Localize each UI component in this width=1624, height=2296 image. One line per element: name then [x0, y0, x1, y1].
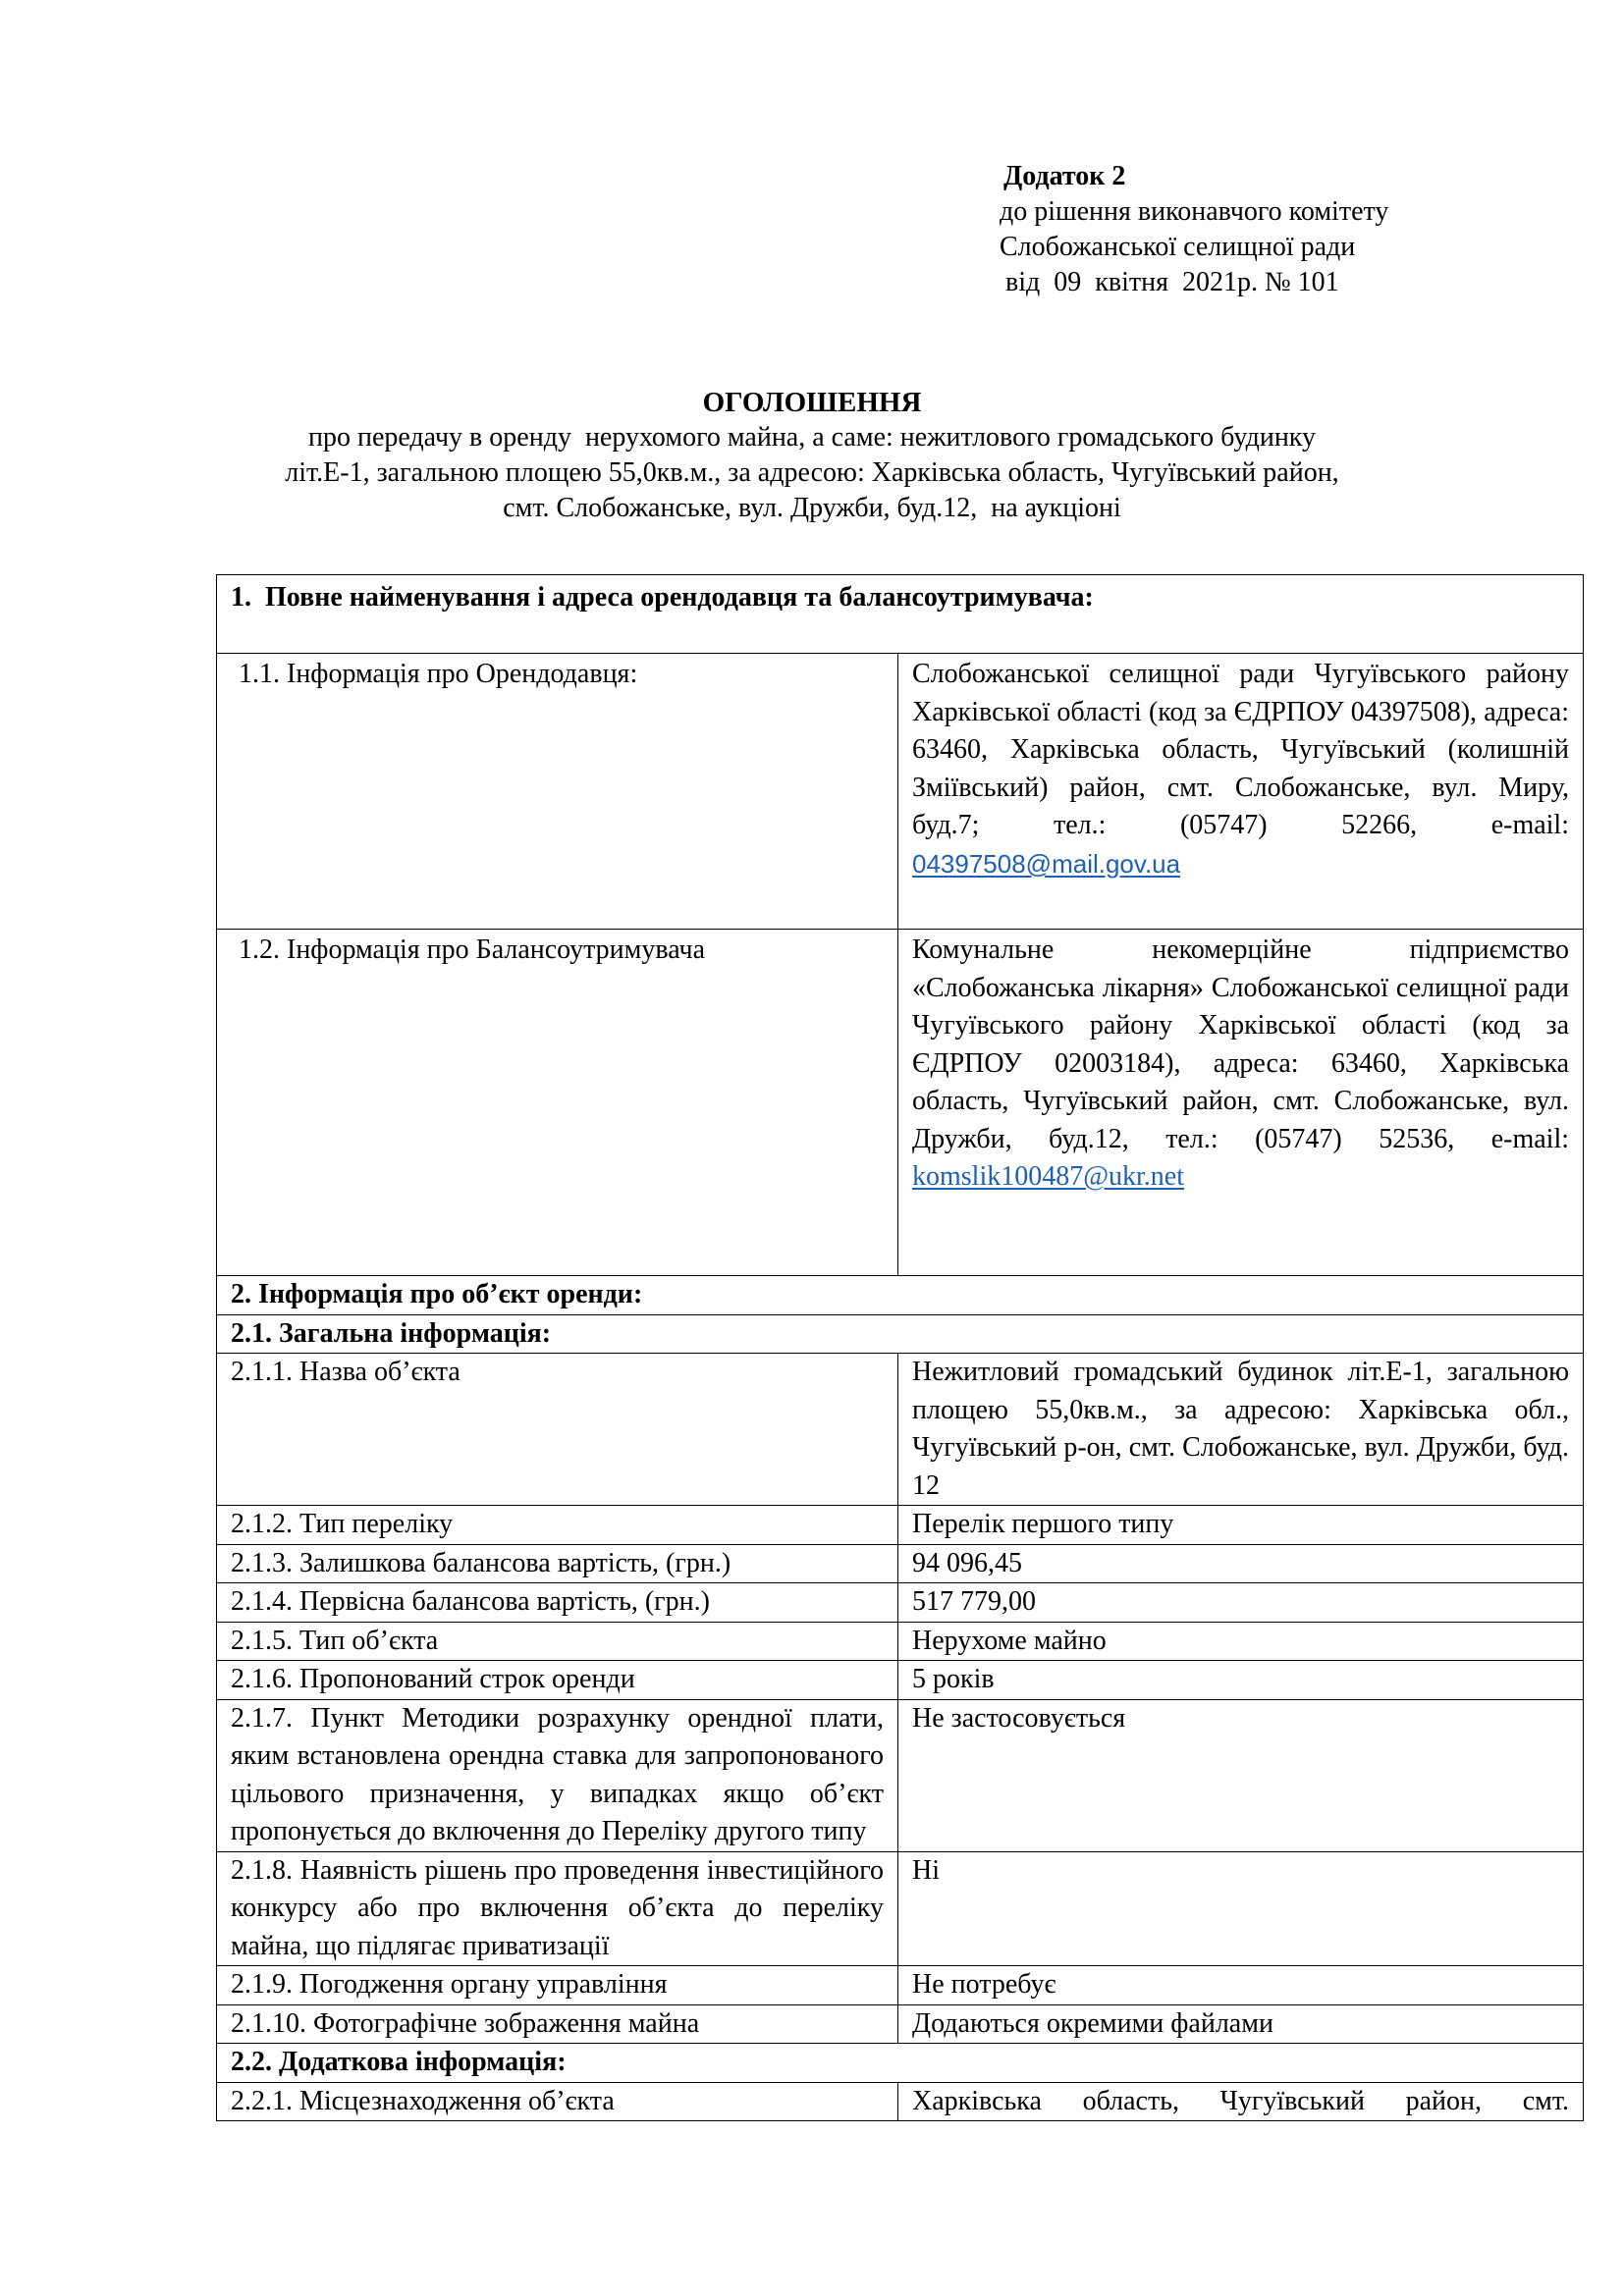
addendum-line-1: до рішення виконавчого комітету [1000, 196, 1389, 227]
table-row [217, 1699, 1584, 1851]
addendum-date: від 09 квітня 2021р. № 101 [1005, 267, 1339, 297]
announcement-title: ОГОЛОШЕННЯ [702, 387, 922, 418]
row-value: Нежитловий громадський будинок літ.Е-1, загальною площею 55,0кв.м., за адресою: Харківська обл., Чугуївський р-он, смт. Слобожанське, вул. Дружби, буд. 12 [912, 1357, 1569, 1501]
row-value-cell [898, 2082, 1584, 2121]
table-row [217, 1661, 1584, 1700]
row-value: Перелік першого типу [912, 1509, 1174, 1539]
table-row-section-1-heading [217, 575, 1584, 654]
row-value: Додаються окремими файлами [912, 2007, 1273, 2039]
lessor-label-cell [217, 654, 898, 930]
row-label: 2.1.1. Назва об’єкта [231, 1357, 460, 1387]
row-value: 5 років [912, 1664, 995, 1694]
lessor-email-link[interactable]: 04397508@mail.gov.ua [912, 848, 1181, 879]
announcement-subtitle-line-2: літ.Е-1, загальною площею 55,0кв.м., за адресою: Харківська область, Чугуївський район, [285, 457, 1339, 488]
table-row [217, 1544, 1584, 1583]
table-row-section-2-heading [217, 1276, 1584, 1315]
row-value: Нерухоме майно [912, 1625, 1107, 1656]
row-label: 2.1.8. Наявність рішень про проведення інвестиційного конкурсу або про включення об’єкта до переліку майна, що підлягає приватизації [231, 1854, 884, 1961]
row-value: Ні [912, 1854, 940, 1886]
row-value: 94 096,45 [912, 1547, 1022, 1578]
row-label: 2.1.3. Залишкова балансова вартість, (грн.) [231, 1547, 731, 1578]
holder-label: 1.2. Інформація про Балансоутримувача [239, 934, 706, 965]
row-value-cell [898, 2004, 1584, 2044]
row-label-cell [217, 1583, 898, 1623]
row-label-cell [217, 1506, 898, 1545]
row-label-cell [217, 1661, 898, 1700]
section-1-heading: 1. Повне найменування і адреса орендодавця та балансоутримувача: [231, 582, 1094, 613]
lessor-info-cell [898, 654, 1584, 930]
row-value-cell [898, 1354, 1584, 1506]
general-info-heading: 2.1. Загальна інформація: [231, 1317, 552, 1349]
table-row-extra-heading [217, 2044, 1584, 2083]
holder-email-link[interactable]: komslik100487@ukr.net [912, 1161, 1185, 1192]
row-value-cell [898, 1699, 1584, 1851]
table-row [217, 1354, 1584, 1506]
section-1-heading-cell [217, 575, 1584, 654]
announcement-table [216, 574, 1584, 2121]
row-label-cell [217, 1544, 898, 1583]
row-label-cell [217, 1966, 898, 2005]
row-label-cell [217, 1851, 898, 1966]
holder-info-cell [898, 930, 1584, 1276]
section-2-heading: 2. Інформація про об’єкт оренди: [231, 1279, 643, 1309]
addendum-line-2: Слобожанської селищної ради [1000, 232, 1356, 262]
extra-info-heading: 2.2. Додаткова інформація: [231, 2047, 567, 2077]
table-row-lessor [217, 654, 1584, 930]
row-value: 517 779,00 [912, 1586, 1036, 1617]
table-row-balance-holder [217, 930, 1584, 1276]
row-label: 2.2.1. Місцезнаходження об’єкта [231, 2085, 615, 2116]
row-value-cell [898, 1622, 1584, 1661]
row-label: 2.1.6. Пропонований строк оренди [231, 1664, 635, 1694]
row-label: 2.1.9. Погодження органу управління [231, 1969, 668, 2000]
row-value-cell [898, 1506, 1584, 1545]
addendum-title: Додаток 2 [1003, 161, 1126, 191]
row-label-cell [217, 2004, 898, 2044]
holder-label-cell [217, 930, 898, 1276]
row-value-cell [898, 1661, 1584, 1700]
row-value-cell [898, 1966, 1584, 2005]
row-value: Не потребує [912, 1969, 1056, 2000]
row-label: 2.1.10. Фотографічне зображення майна [231, 2007, 700, 2039]
table-row [217, 1966, 1584, 2005]
lessor-label: 1.1. Інформація про Орендодавця: [239, 659, 638, 689]
table-row [217, 1622, 1584, 1661]
row-label-cell [217, 1354, 898, 1506]
announcement-subtitle-line-3: смт. Слобожанське, вул. Дружби, буд.12, на аукціоні [503, 493, 1121, 523]
row-label: 2.1.2. Тип переліку [231, 1509, 454, 1539]
row-value: Не застосовується [912, 1702, 1126, 1734]
table-row [217, 1506, 1584, 1545]
row-label: 2.1.4. Первісна балансова вартість, (грн.) [231, 1586, 710, 1617]
row-value-cell [898, 1851, 1584, 1966]
row-value-cell [898, 1544, 1584, 1583]
announcement-heading [0, 385, 1624, 526]
table-row-general-heading [217, 1314, 1584, 1354]
section-2-heading-cell [217, 1276, 1584, 1315]
row-value: Харківська область, Чугуївський район, смт. [912, 2085, 1569, 2116]
row-label-cell [217, 1622, 898, 1661]
lessor-info: Слобожанської селищної ради Чугуївського району Харківської області (код за ЄДРПОУ 04397508), адреса: 63460, Харківська область, Чугуївський (колишній Зміївський) район, смт. Слобожанське, вул. Миру, буд.7; тел.: (05747) 52266, e-mail: [912, 659, 1569, 840]
extra-info-heading-cell [217, 2044, 1584, 2083]
row-label: 2.1.7. Пункт Методики розрахунку орендної плати, яким встановлена орендна ставка для запропонованого цільового призначення, у випадках якщо об’єкт пропонується до включення до Переліку другого типу [231, 1702, 884, 1846]
addendum-block [1000, 159, 1388, 300]
row-label-cell [217, 2082, 898, 2121]
row-label: 2.1.5. Тип об’єкта [231, 1625, 439, 1656]
row-label-cell [217, 1699, 898, 1851]
holder-info: Комунальне некомерційне підприємство «Слобожанська лікарня» Слобожанської селищної ради Чугуївського району Харківської області (код за ЄДРПОУ 02003184), адреса: 63460, Харківська область, Чугуївський район, смт. Слобожанське, вул. Дружби, буд.12, тел.: (05747) 52536, e-mail: [912, 934, 1569, 1154]
row-value-cell [898, 1583, 1584, 1623]
general-info-heading-cell [217, 1314, 1584, 1354]
table-row [217, 2004, 1584, 2044]
table-row [217, 1583, 1584, 1623]
table-row [217, 2082, 1584, 2121]
table-row [217, 1851, 1584, 1966]
announcement-subtitle-line-1: про передачу в оренду нерухомого майна, а саме: нежитлового громадського будинку [307, 422, 1317, 453]
